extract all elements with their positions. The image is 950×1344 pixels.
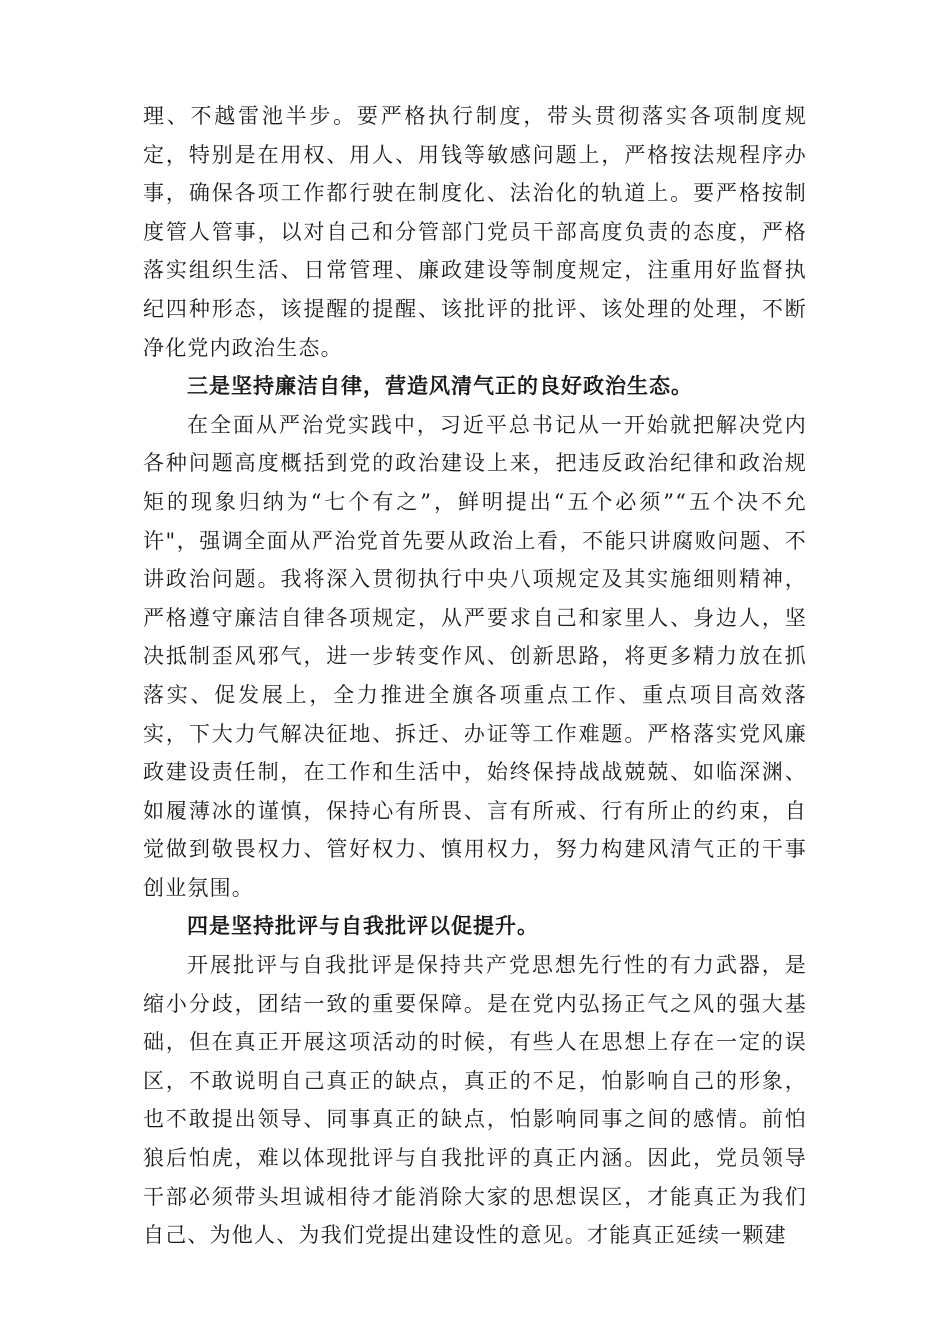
body-paragraph-continued: 理、不越雷池半步。要严格执行制度，带头贯彻落实各项制度规定，特别是在用权、用人、用钱等敏感问题上，严格按法规程序办事，确保各项工作都行驶在制度化、法治化的轨道上。要严格按制度管人管事，以对自己和分管部门党员干部高度负责的态度，严格落实组织生活、日常管理、廉政建设等制度规定，注重用好监督执纪四种形态，该提醒的提醒、该批评的批评、该处理的处理，不断净化党内政治生态。 [143,104,807,360]
section-heading-four: 四是坚持批评与自我批评以促提升。 [187,914,539,939]
document-page [143,97,807,1255]
section-heading-three: 三是坚持廉洁自律，营造风清气正的良好政治生态。 [187,374,693,399]
body-paragraph-criticism: 开展批评与自我批评是保持共产党思想先行性的有力武器，是缩小分歧，团结一致的重要保障。是在党内弘扬正气之风的强大基础，但在真正开展这项活动的时候，有些人在思想上存在一定的误区，不敢说明自己真正的缺点，真正的不足，怕影响自己的形象，也不敢提出领导、同事真正的缺点，怕影响同事之间的感情。前怕狼后怕虎，难以体现批评与自我批评的真正内涵。因此，党员领导干部必须带头坦诚相待才能消除大家的思想误区，才能真正为我们自己、为他人、为我们党提出建设性的意见。才能真正延续一颗建 [143,953,807,1248]
body-paragraph-integrity: 在全面从严治党实践中，习近平总书记从一开始就把解决党内各种问题高度概括到党的政治建设上来，把违反政治纪律和政治规矩的现象归纳为“七个有之”，鲜明提出“五个必须”“五个决不允许"，强调全面从严治党首先要从政治上看，不能只讲腐败问题、不讲政治问题。我将深入贯彻执行中央八项规定及其实施细则精神，严格遵守廉洁自律各项规定，从严要求自己和家里人、身边人，坚决抵制歪风邪气，进一步转变作风、创新思路，将更多精力放在抓落实、促发展上，全力推进全旗各项重点工作、重点项目高效落实，下大力气解决征地、拆迁、办证等工作难题。严格落实党风廉政建设责任制，在工作和生活中，始终保持战战兢兢、如临深渊、如履薄冰的谨慎，保持心有所畏、言有所戒、行有所止的约束，自觉做到敬畏权力、管好权力、慎用权力，努力构建风清气正的干事创业氛围。 [143,412,807,900]
